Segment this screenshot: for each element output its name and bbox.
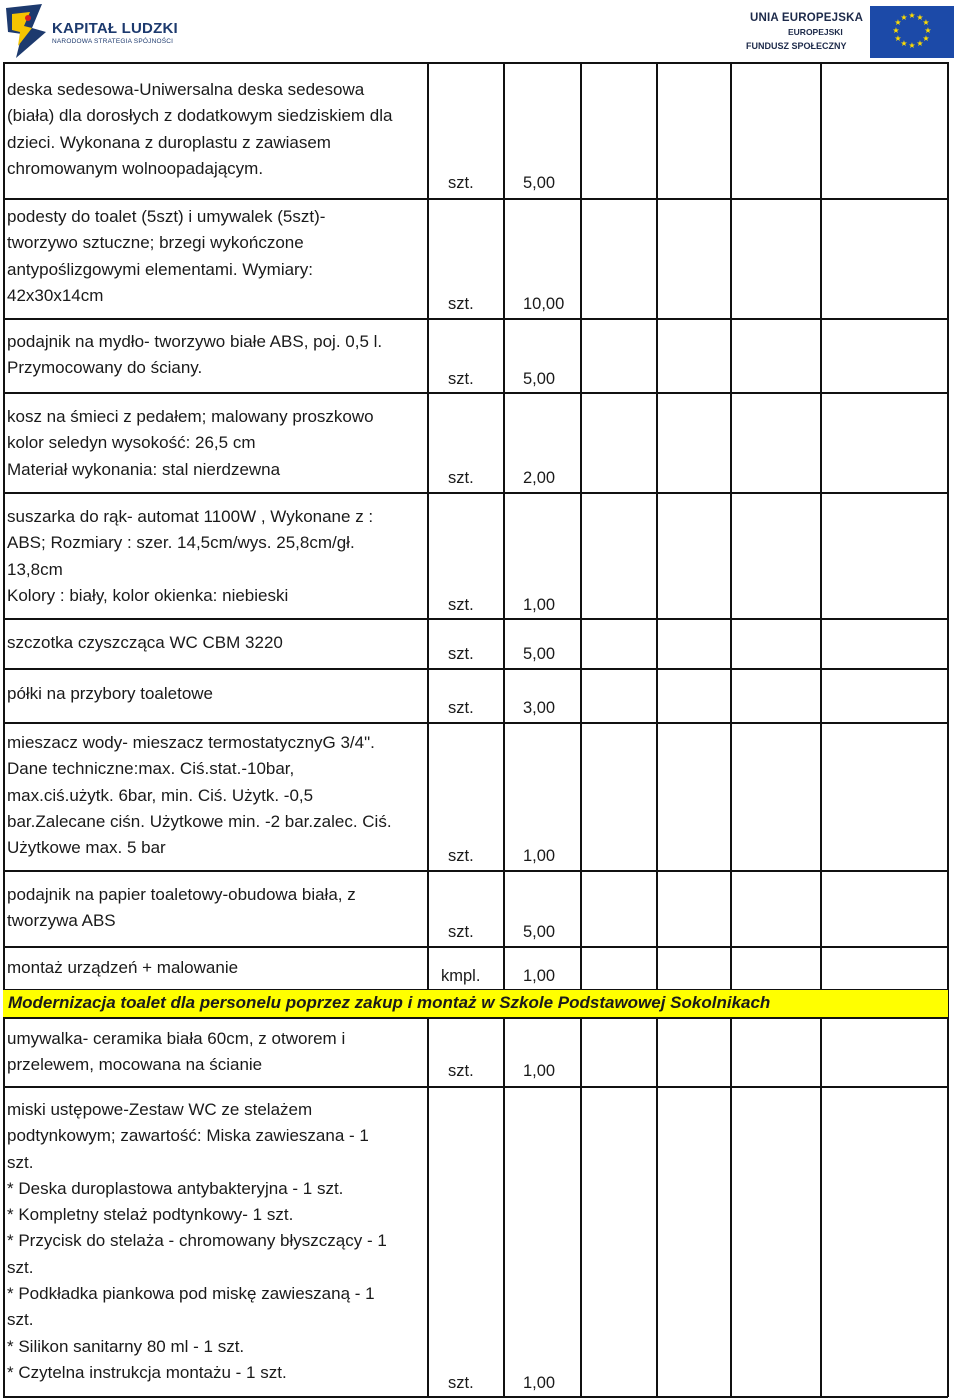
row-unit: szt.	[448, 370, 474, 388]
row-quantity: 10,00	[523, 295, 565, 313]
svg-text:★: ★	[922, 18, 930, 27]
svg-text:★: ★	[922, 34, 930, 43]
row-quantity: 1,00	[523, 1062, 556, 1080]
row-description: podesty do toalet (5szt) i umywalek (5szt)- tworzywo sztuczne; brzegi wykończone antypoślizgowymi elementami. Wymiary: 42x30x14cm	[7, 207, 326, 305]
row-unit: szt.	[448, 469, 474, 487]
row-description: miski ustępowe-Zestaw WC ze stelażem podtynkowym; zawartość: Miska zawieszana - 1 szt. * Deska duroplastowa antybakteryjna - 1 szt. * Kompletny stelaż podtynkowy- 1 szt. * Przycisk do stelaża - chromowany błyszczący - 1 szt. * Podkładka piankowa pod miskę zawieszaną - 1 szt. * Silikon sanitarny 80 ml - 1 szt. * Czytelna instrukcja montażu - 1 szt.	[7, 1100, 387, 1382]
eu-logo-line3: FUNDUSZ SPOŁECZNY	[746, 41, 847, 51]
row-description: montaż urządzeń + malowanie	[7, 958, 239, 977]
svg-text:★: ★	[908, 11, 916, 20]
row-description: podajnik na mydło- tworzywo białe ABS, poj. 0,5 l. Przymocowany do ściany.	[7, 332, 383, 378]
logo-title: KAPITAŁ LUDZKI	[52, 20, 178, 37]
row-unit: szt.	[448, 174, 474, 192]
row-quantity: 3,00	[523, 699, 556, 717]
svg-text:★: ★	[900, 13, 908, 22]
eu-logo-line2: EUROPEJSKI	[788, 27, 843, 37]
row-unit: szt.	[448, 699, 474, 717]
row-quantity: 1,00	[523, 847, 556, 865]
row-quantity: 1,00	[523, 967, 556, 985]
row-unit: szt.	[448, 1062, 474, 1080]
row-quantity: 5,00	[523, 645, 556, 663]
kapital-ludzki-logo	[0, 0, 200, 60]
row-unit: szt.	[448, 645, 474, 663]
svg-text:★: ★	[894, 34, 902, 43]
row-description: suszarka do rąk- automat 1100W , Wykonane z : ABS; Rozmiary : szer. 14,5cm/wys. 25,8cm/gł. 13,8cm Kolory : biały, kolor okienka: niebieski	[7, 507, 374, 605]
svg-text:★: ★	[894, 18, 902, 27]
row-description: podajnik na papier toaletowy-obudowa biała, z tworzywa ABS	[7, 885, 356, 931]
eu-logo-line1: UNIA EUROPEJSKA	[750, 12, 864, 24]
svg-text:★: ★	[900, 39, 908, 48]
row-description: deska sedesowa-Uniwersalna deska sedesowa (biała) dla dorosłych z dodatkowym siedziskiem dla dzieci. Wykonana z duroplastu z zawiasem chromowanym wolnoopadającym.	[7, 80, 393, 178]
svg-text:★: ★	[916, 13, 924, 22]
row-description: szczotka czyszcząca WC CBM 3220	[7, 633, 283, 652]
row-quantity: 1,00	[523, 596, 556, 614]
row-description: umywalka- ceramika biała 60cm, z otworem i przelewem, mocowana na ścianie	[7, 1029, 346, 1075]
kapital-ludzki-icon	[2, 2, 50, 60]
row-unit: szt.	[448, 1374, 474, 1392]
row-unit: szt.	[448, 923, 474, 941]
svg-text:★: ★	[916, 39, 924, 48]
svg-text:★: ★	[892, 26, 900, 35]
row-unit: szt.	[448, 847, 474, 865]
eu-logo	[740, 4, 955, 58]
svg-text:★: ★	[908, 41, 916, 50]
row-quantity: 2,00	[523, 469, 556, 487]
svg-text:★: ★	[924, 26, 932, 35]
eu-flag-icon	[870, 6, 954, 58]
row-quantity: 1,00	[523, 1374, 556, 1392]
section-title: Modernizacja toalet dla personelu poprzez zakup i montaż w Szkole Podstawowej Sokolnikach	[8, 993, 771, 1012]
row-description: półki na przybory toaletowe	[7, 684, 214, 703]
row-quantity: 5,00	[523, 923, 556, 941]
row-description: kosz na śmieci z pedałem; malowany proszkowo kolor seledyn wysokość: 26,5 cm Materiał wykonania: stal nierdzewna	[7, 407, 374, 479]
row-quantity: 5,00	[523, 370, 556, 388]
row-unit: szt.	[448, 295, 474, 313]
row-quantity: 5,00	[523, 174, 556, 192]
row-description: mieszacz wody- mieszacz termostatycznyG 3/4". Dane techniczne:max. Ciś.stat.-10bar, max.ciś.użytk. 6bar, min. Ciś. Użytk. -0,5 bar.Zalecane ciśn. Użytkowe min. -2 bar.zalec. Ciś. Użytkowe max. 5 bar	[7, 733, 392, 858]
row-unit: szt.	[448, 596, 474, 614]
logo-subtitle: NARODOWA STRATEGIA SPÓJNOŚCI	[52, 38, 174, 45]
section-header-row	[3, 990, 948, 1017]
row-unit: kmpl.	[441, 967, 481, 985]
